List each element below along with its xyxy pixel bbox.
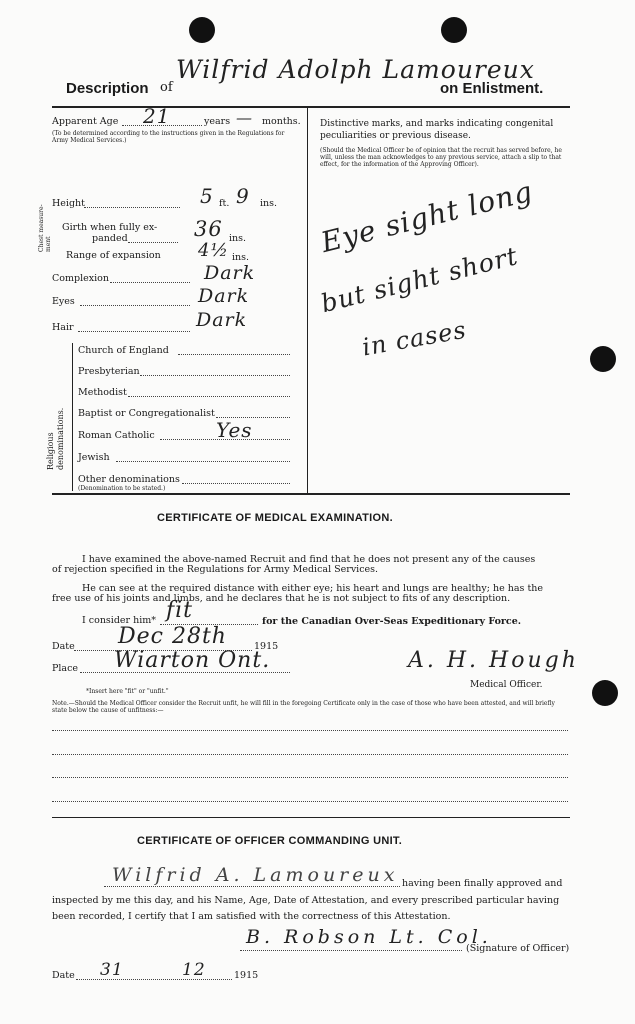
- recruit-name: Wilfrid Adolph Lamoureux: [176, 55, 535, 84]
- marks-line-2: but sight short: [318, 241, 522, 319]
- height-ins-value: 9: [236, 184, 250, 208]
- expansion-label: Range of expansion: [66, 250, 161, 261]
- religion-dots-5: [116, 461, 290, 462]
- height-ft-value: 5: [200, 184, 214, 208]
- medical-date-year: 1915: [254, 641, 279, 652]
- apparent-age-value: 21: [143, 104, 171, 128]
- girth-label-1: Girth when fully ex-: [62, 222, 158, 233]
- expansion-unit: ins.: [232, 252, 250, 263]
- consider-tail: for the Canadian Over-Seas Expeditionary Force.: [262, 616, 522, 627]
- religion-dots-1: [140, 375, 290, 376]
- eyes-value: Dark: [198, 285, 250, 307]
- religion-dots-0: [178, 354, 290, 355]
- header-of: of: [160, 80, 173, 95]
- chest-side-label: Chest measure-ment: [38, 204, 52, 252]
- commanding-sig-label: (Signature of Officer): [466, 943, 570, 954]
- apparent-age-label: Apparent Age: [52, 116, 119, 127]
- punch-hole-right-upper: [590, 346, 616, 372]
- religion-baptist: Baptist or Congregationalist: [78, 408, 215, 419]
- medical-para2a: He can see at the required distance with either eye; his heart and lungs are healthy; he has the: [82, 583, 544, 594]
- hair-dots: [78, 331, 190, 332]
- eyes-label: Eyes: [52, 296, 75, 307]
- religion-roman-catholic: Roman Catholic: [78, 430, 155, 441]
- medical-place-label: Place: [52, 663, 79, 674]
- medical-date-value: Dec 28th: [118, 624, 227, 649]
- complexion-value: Dark: [204, 262, 256, 284]
- height-ins-label: ins.: [260, 198, 278, 209]
- commanding-date-day: 31: [100, 960, 124, 980]
- height-label: Height: [52, 198, 85, 209]
- medical-place-value: Wiarton Ont.: [114, 648, 271, 673]
- marks-title: Distinctive marks, and marks indicating congenital peculiarities or previous disease.: [320, 119, 554, 141]
- medical-signature: A. H. Hough: [408, 648, 579, 673]
- header-rule: [52, 106, 570, 108]
- height-dots: [84, 207, 180, 208]
- consider-label: I consider him*: [82, 615, 157, 626]
- complexion-label: Complexion: [52, 273, 109, 284]
- medical-para1a: I have examined the above-named Recruit and find that he does not present any of the causes: [82, 554, 536, 565]
- punch-hole-top-left: [189, 17, 215, 43]
- medical-para2b: free use of his joints and limbs, and he declares that he is not subject to fits of any description.: [52, 593, 511, 604]
- months-value: —: [236, 108, 253, 127]
- medical-para1b: of rejection specified in the Regulations for Army Medical Services.: [52, 564, 379, 575]
- marks-line-1: Eye sight long: [317, 174, 537, 260]
- girth-label-2: panded: [92, 233, 128, 244]
- girth-value: 36: [194, 217, 223, 241]
- medical-top-rule: [52, 493, 570, 495]
- commanding-date-month: 12: [182, 960, 206, 980]
- unfit-line-2: [52, 754, 568, 755]
- consider-value: fit: [166, 598, 194, 623]
- religion-dots-6: [182, 483, 290, 484]
- roman-catholic-value: Yes: [216, 418, 253, 442]
- years-label: years: [204, 116, 231, 127]
- marks-line-3: in cases: [360, 315, 469, 362]
- commanding-name-dots: [104, 886, 400, 887]
- commanding-signature: B. Robson Lt. Col.: [246, 926, 492, 948]
- commanding-line1-tail: having been finally approved and: [402, 878, 563, 889]
- religion-church-of-england: Church of England: [78, 345, 169, 356]
- punch-hole-top-right: [441, 17, 467, 43]
- religion-other: Other denominations: [78, 474, 180, 485]
- religion-dots-2: [128, 396, 290, 397]
- commanding-line3: been recorded, I certify that I am satisfied with the correctness of this Attestation.: [52, 911, 451, 922]
- complexion-dots: [110, 282, 190, 283]
- girth-dots: [128, 242, 178, 243]
- age-note: (To be determined according to the instructions given in the Regulations for Army Medical Services.): [52, 130, 285, 144]
- eyes-dots: [80, 305, 190, 306]
- unfit-line-4: [52, 801, 568, 802]
- marks-note: (Should the Medical Officer be of opinion that the recruit has served before, he will, unless the man acknowledges to any previous service, attach a slip to that effect, for the information of the Approving Officer).: [320, 147, 562, 168]
- commanding-top-rule: [52, 817, 570, 818]
- religion-side-label: Religious denominations.: [46, 407, 65, 470]
- commanding-line2: inspected by me this day, and his Name, Age, Date of Attestation, and every prescribed particular having: [52, 895, 560, 906]
- commanding-name-value: Wilfrid A. Lamoureux: [112, 864, 399, 886]
- header-title-right: on Enlistment.: [440, 80, 544, 97]
- religion-methodist: Methodist: [78, 387, 127, 398]
- punch-hole-right-lower: [592, 680, 618, 706]
- hair-label: Hair: [52, 322, 74, 333]
- religion-bracket: [72, 343, 73, 491]
- commanding-sig-dots: [240, 950, 462, 951]
- months-label: months.: [262, 116, 301, 127]
- religion-jewish: Jewish: [78, 452, 110, 463]
- medical-note: Note.—Should the Medical Officer consider the Recruit unfit, he will fill in the foregoing Certificate only in the case of those who have been attested, and will briefly state below the cause of unfitness:—: [52, 700, 555, 714]
- insert-note: *Insert here "fit" or "unfit.": [86, 688, 169, 695]
- column-divider: [307, 108, 308, 493]
- commanding-date-label: Date: [52, 970, 75, 981]
- hair-value: Dark: [196, 309, 248, 331]
- religion-other-note: (Denomination to be stated.): [78, 485, 166, 492]
- commanding-date-year: 1915: [234, 970, 259, 981]
- medical-heading: CERTIFICATE OF MEDICAL EXAMINATION.: [157, 512, 393, 524]
- medical-officer-label: Medical Officer.: [470, 680, 543, 690]
- ft-label: ft.: [219, 198, 230, 209]
- unfit-line-1: [52, 730, 568, 731]
- girth-unit: ins.: [229, 233, 247, 244]
- header-title-left: Description: [66, 80, 149, 97]
- religion-presbyterian: Presbyterian: [78, 366, 140, 377]
- unfit-line-3: [52, 777, 568, 778]
- expansion-value: 4½: [198, 240, 229, 261]
- medical-date-label: Date: [52, 641, 75, 652]
- commanding-heading: CERTIFICATE OF OFFICER COMMANDING UNIT.: [137, 835, 403, 847]
